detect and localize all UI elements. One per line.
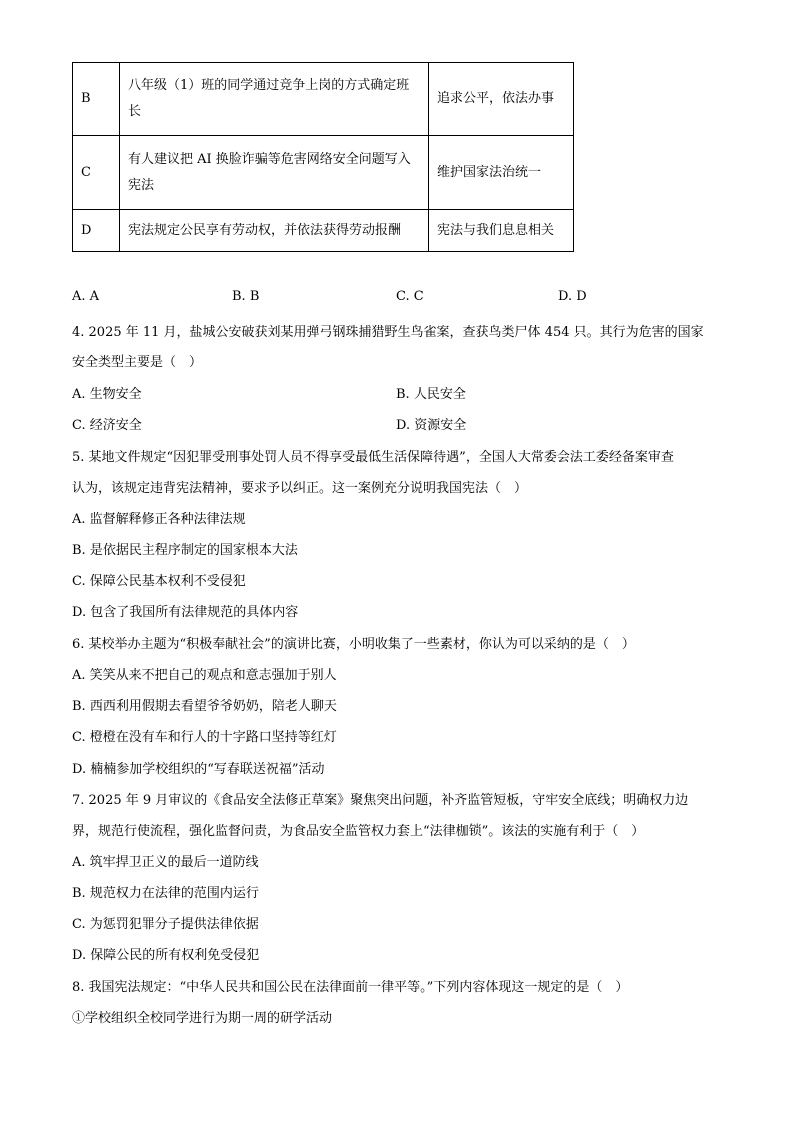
q7-stem-line2: 界，规范行使流程，强化监督问责，为食品安全监管权力套上“法律枷锁”。该法的实施有利于（ ） bbox=[72, 824, 645, 839]
q3-option-b: B. B bbox=[232, 289, 260, 304]
q3-option-c: C. C bbox=[396, 289, 424, 304]
q8-item-1: ①学校组织全校同学进行为期一周的研学活动 bbox=[72, 1011, 333, 1026]
row-letter: B bbox=[73, 63, 120, 136]
q4-stem-line1: 4. 2025 年 11 月，盐城公安破获刘某用弹弓钢珠捕猎野生鸟雀案，查获鸟类尸体 454 只。其行为危害的国家 bbox=[72, 325, 704, 340]
q3-option-a: A. A bbox=[72, 289, 100, 304]
q5-option-a: A. 监督解释修正各种法律法规 bbox=[72, 512, 246, 527]
q8-stem-line1: 8. 我国宪法规定：“中华人民共和国公民在法律面前一律平等。”下列内容体现这一规定的是（ ） bbox=[72, 980, 629, 995]
table-row bbox=[73, 136, 574, 210]
row-result: 宪法与我们息息相关 bbox=[429, 210, 574, 252]
table-row bbox=[73, 63, 574, 136]
q3-option-d: D. D bbox=[558, 289, 587, 304]
table-row bbox=[73, 210, 574, 252]
q5-option-d: D. 包含了我国所有法律规范的具体内容 bbox=[72, 605, 299, 620]
row-description: 八年级（1）班的同学通过竞争上岗的方式确定班长 bbox=[120, 63, 429, 136]
q4-option-c: C. 经济安全 bbox=[72, 418, 142, 433]
row-result: 维护国家法治统一 bbox=[429, 136, 574, 210]
q6-option-d: D. 楠楠参加学校组织的“写春联送祝福”活动 bbox=[72, 762, 325, 777]
q5-stem-line2: 认为，该规定违背宪法精神，要求予以纠正。这一案例充分说明我国宪法（ ） bbox=[72, 481, 528, 496]
q7-option-b: B. 规范权力在法律的范围内运行 bbox=[72, 886, 259, 901]
q5-option-c: C. 保障公民基本权利不受侵犯 bbox=[72, 574, 246, 589]
row-result: 追求公平，依法办事 bbox=[429, 63, 574, 136]
q5-option-b: B. 是依据民主程序制定的国家根本大法 bbox=[72, 543, 298, 558]
q6-option-c: C. 橙橙在没有车和行人的十字路口坚持等红灯 bbox=[72, 730, 337, 745]
q7-stem-line1: 7. 2025 年 9 月审议的《食品安全法修正草案》聚焦突出问题，补齐监管短板，守牢安全底线；明确权力边 bbox=[72, 793, 689, 808]
row-description: 有人建议把 AI 换脸诈骗等危害网络安全问题写入宪法 bbox=[120, 136, 429, 210]
q4-option-a: A. 生物安全 bbox=[72, 387, 142, 402]
q5-stem-line1: 5. 某地文件规定“因犯罪受刑事处罚人员不得享受最低生活保障待遇”，全国人大常委会法工委经备案审查 bbox=[72, 450, 674, 465]
q6-option-a: A. 笑笑从来不把自己的观点和意志强加于别人 bbox=[72, 668, 337, 683]
q7-option-c: C. 为惩罚犯罪分子提供法律依据 bbox=[72, 917, 259, 932]
q4-option-b: B. 人民安全 bbox=[396, 387, 466, 402]
q7-option-a: A. 筑牢捍卫正义的最后一道防线 bbox=[72, 855, 259, 870]
q4-stem-line2: 安全类型主要是（ ） bbox=[72, 355, 203, 370]
q4-option-d: D. 资源安全 bbox=[396, 418, 467, 433]
row-description: 宪法规定公民享有劳动权，并依法获得劳动报酬 bbox=[120, 210, 429, 252]
row-letter: D bbox=[73, 210, 120, 252]
q6-stem-line1: 6. 某校举办主题为“积极奉献社会”的演讲比赛，小明收集了一些素材，你认为可以采纳的是（ ） bbox=[72, 637, 635, 652]
options-table bbox=[72, 62, 574, 252]
q7-option-d: D. 保障公民的所有权利免受侵犯 bbox=[72, 948, 260, 963]
row-letter: C bbox=[73, 136, 120, 210]
q6-option-b: B. 西西利用假期去看望爷爷奶奶，陪老人聊天 bbox=[72, 699, 337, 714]
